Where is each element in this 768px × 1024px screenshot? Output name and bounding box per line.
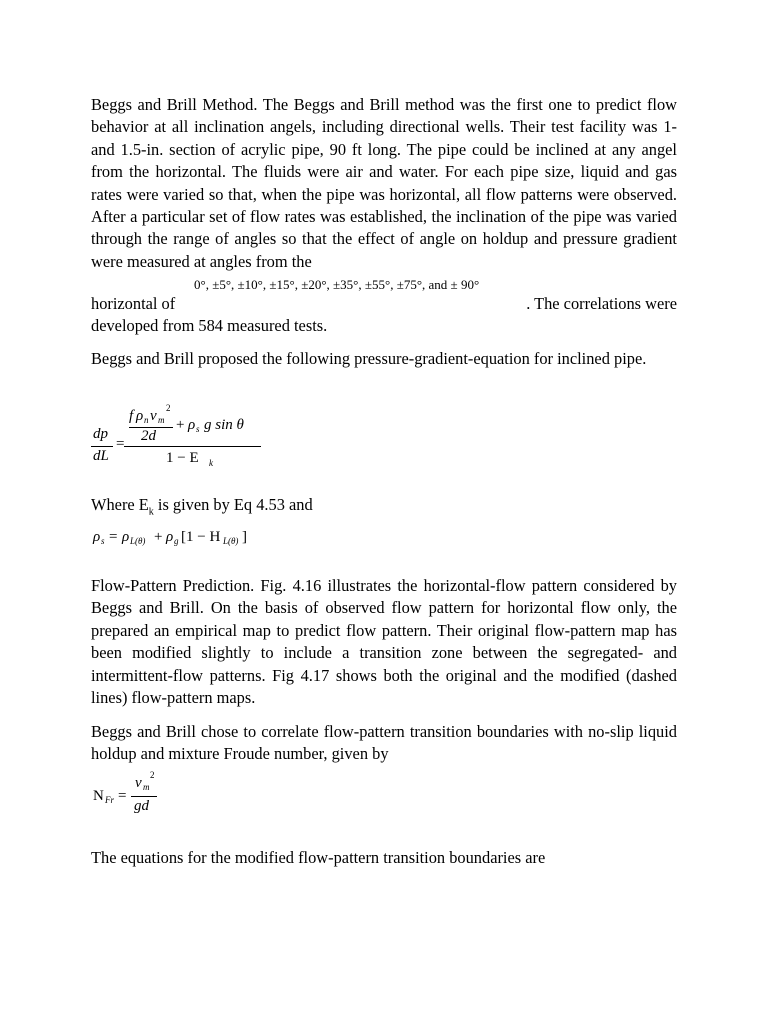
eq-sub-s: s [196, 424, 200, 434]
eq3-v: v [135, 775, 142, 791]
where-ek-suffix: is given by Eq 4.53 and [153, 495, 313, 514]
eq2-rho-g: ρ [166, 529, 174, 545]
eq3-sub-m: m [143, 782, 150, 792]
eq2-sub-s: s [101, 536, 105, 546]
where-ek-sub: k [148, 506, 154, 518]
eq3-equals: = [118, 788, 127, 804]
eq-f: f [129, 408, 134, 424]
eq2-equals: = [109, 529, 118, 545]
eq-plus: + [176, 417, 185, 433]
paragraph-last-line: developed from 584 measured tests. [91, 316, 328, 335]
eq2-bracket-close: ] [242, 529, 247, 545]
where-ek-prefix: Where E [91, 495, 149, 514]
eq-v: v [150, 408, 157, 424]
eq-one-minus-E: 1 − E [166, 450, 199, 466]
paragraph-beggs-brill-method: Beggs and Brill Method. The Beggs and Brill method was the first one to predict flow behavior at all inclination angels, including directional wells. Their test facility was 1-and 1.5-in. section of acrylic pipe, 90 ft long. The pipe could be inclined at any angel from the horizontal. The fluids were air and water. For each pipe size, liquid and gas rates were varied so that, when the pipe was horizontal, all flow patterns were observed. After a particular set of flow rates was established, the inclination of the pipe was varied through the range of angles so that the effect of angle on holdup and pressure gradient were measured at angles from the [91, 95, 677, 271]
paragraph-tail-left: horizontal of [91, 294, 176, 313]
eq-rho-n: ρ [136, 408, 144, 424]
eq3-sub-Fr: Fr [105, 795, 114, 805]
eq-g-sin-theta: g sin θ [204, 417, 244, 433]
paragraph-transition-boundaries: The equations for the modified flow-pattern transition boundaries are [91, 848, 546, 867]
eq2-plus: + [154, 529, 163, 545]
eq-2d: 2d [141, 428, 156, 444]
eq-rho-s: ρ [188, 417, 196, 433]
paragraph-froude-number: Beggs and Brill chose to correlate flow-pattern transition boundaries with no-slip liquid holdup and mixture Froude number, given by [91, 722, 677, 764]
eq-dL: dL [93, 448, 109, 464]
eq3-N: N [93, 788, 104, 804]
eq-sup-2: 2 [166, 403, 171, 413]
froude-number-equation [91, 772, 171, 822]
eq2-bracket-open: [1 − H [181, 529, 221, 545]
eq-sub-n: n [144, 415, 149, 425]
eq-equals: = [116, 436, 125, 452]
paragraph-pressure-gradient: Beggs and Brill proposed the following pressure-gradient-equation for inclined pipe. [91, 349, 647, 368]
eq2-rho-L: ρ [122, 529, 130, 545]
paragraph-where-ek [91, 495, 313, 517]
eq2-sub-L-theta: L(θ) [130, 536, 146, 546]
eq-sub-m: m [158, 415, 165, 425]
eq3-sup-2: 2 [150, 770, 155, 780]
eq3-gd: gd [134, 798, 149, 814]
eq2-sub-g: g [174, 536, 179, 546]
angles-list: 0°, ±5°, ±10°, ±15°, ±20°, ±35°, ±55°, ±75°, and ± 90° [194, 277, 480, 292]
pressure-gradient-equation [91, 402, 261, 474]
eq2-sub-L-theta-h: L(θ) [223, 536, 239, 546]
paragraph-flow-pattern-prediction: Flow-Pattern Prediction. Fig. 4.16 illustrates the horizontal-flow pattern considered by Beggs and Brill. On the basis of observed flow pattern for horizontal flow only, the prepared an empirical map to predict flow pattern. Their original flow-pattern map has been modified slightly to include a transition zone between the segregated- and intermittent-flow patterns. Fig 4.17 shows both the original and the modified (dashed lines) flow-pattern maps. [91, 576, 677, 708]
eq-sub-k: k [209, 458, 213, 468]
eq-dp: dp [93, 426, 108, 442]
paragraph-tail-right: . The correlations were [526, 294, 677, 313]
mixture-density-equation [91, 526, 251, 552]
eq2-rho-s: ρ [93, 529, 101, 545]
